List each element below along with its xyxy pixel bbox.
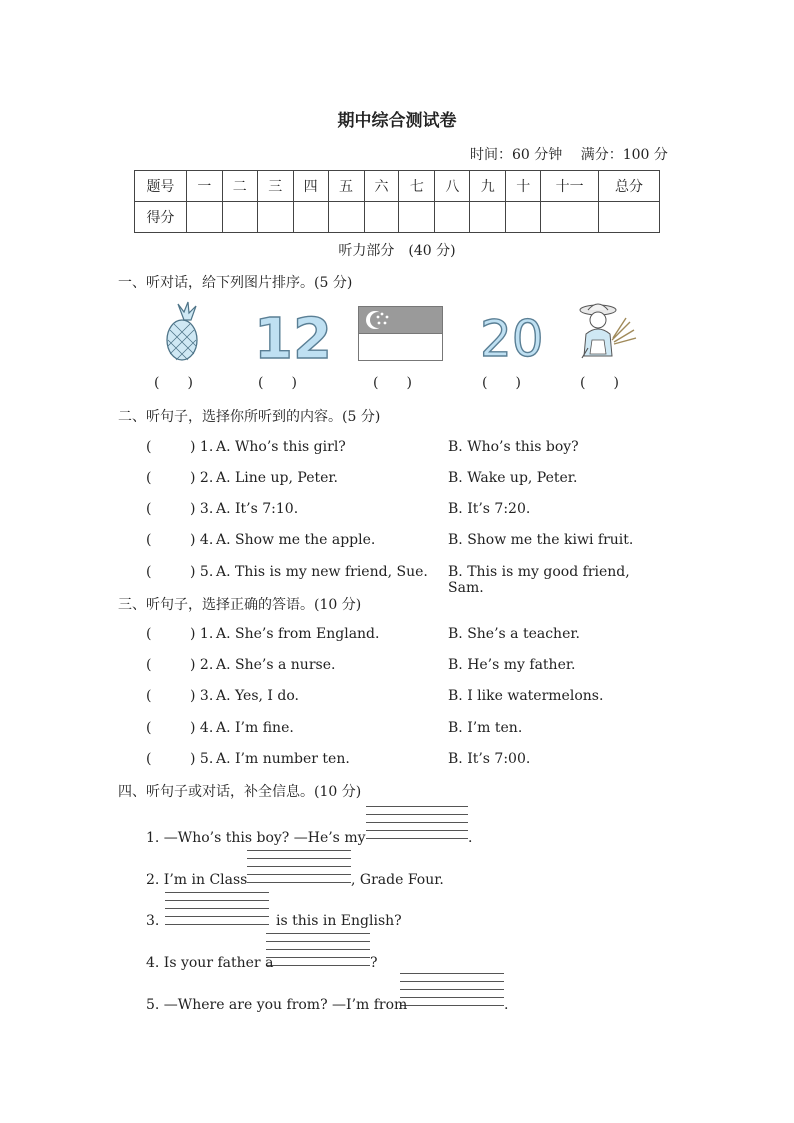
option-b: B. Wake up, Peter. (448, 470, 578, 486)
score-cell[interactable] (599, 202, 660, 233)
score-cell[interactable] (222, 202, 257, 233)
pineapple-icon (160, 300, 208, 362)
option-b: B. Who’s this boy? (448, 439, 579, 455)
question-number: ) 2. (190, 657, 214, 673)
fill-sentence-text: 2. I’m in Class (146, 872, 248, 888)
score-table-row-label: 得分 (135, 202, 187, 233)
score-col: 十一 (541, 171, 599, 202)
option-b: B. Show me the kiwi fruit. (448, 532, 634, 548)
section2-question (146, 470, 666, 490)
question-number: ) 3. (190, 501, 214, 517)
section3-question (146, 688, 666, 708)
section3-question (146, 720, 666, 740)
exam-full-score: 满分：100 分 (580, 147, 668, 163)
number-20-label: 20 (480, 310, 544, 368)
answer-blank[interactable]: ( (146, 688, 152, 704)
answer-blank[interactable]: ( (146, 470, 152, 486)
fill-sentence-end: , Grade Four. (351, 872, 444, 888)
exam-time: 时间：60 分钟 (470, 147, 563, 163)
score-cell[interactable] (399, 202, 435, 233)
score-col: 九 (470, 171, 506, 202)
number-20-icon (480, 300, 544, 368)
section3-question (146, 751, 666, 771)
question-number: ) 3. (190, 688, 214, 704)
fill-sentence-text: 4. Is your father a (146, 955, 274, 971)
fill-sentence-text: 3. (146, 913, 160, 929)
question-number: ) 5. (190, 751, 214, 767)
option-a: A. She’s from England. (216, 626, 380, 642)
score-cell[interactable] (186, 202, 222, 233)
option-a: A. I’m number ten. (216, 751, 350, 767)
score-cell[interactable] (293, 202, 328, 233)
score-col: 一 (186, 171, 222, 202)
listening-subtitle: 听力部分 (40 分) (338, 243, 456, 259)
option-a: A. I’m fine. (216, 720, 294, 736)
exam-meta (470, 144, 668, 164)
section2-heading: 二、听句子，选择你所听到的内容。(5 分) (118, 409, 381, 425)
farmer-icon (576, 300, 638, 364)
answer-blank[interactable]: ( (146, 532, 152, 548)
score-cell[interactable] (257, 202, 293, 233)
section3-heading: 三、听句子，选择正确的答语。(10 分) (118, 597, 362, 613)
number-12-label: 12 (254, 307, 332, 372)
score-cell[interactable] (328, 202, 364, 233)
order-blank-5[interactable]: ( ) (580, 375, 619, 391)
writing-lines[interactable] (366, 799, 468, 839)
option-a: A. She’s a nurse. (216, 657, 336, 673)
answer-blank[interactable]: ( (146, 720, 152, 736)
score-col: 四 (293, 171, 328, 202)
score-table-header-row (135, 171, 660, 202)
answer-blank[interactable]: ( (146, 564, 152, 580)
writing-lines[interactable] (266, 926, 370, 966)
score-cell[interactable] (541, 202, 599, 233)
option-b: B. He’s my father. (448, 657, 576, 673)
option-a: A. Line up, Peter. (216, 470, 339, 486)
fill-sentence-end: ? (370, 955, 378, 971)
page-title: 期中综合测试卷 (337, 111, 457, 131)
writing-lines[interactable] (247, 843, 351, 883)
fill-sentence-text: 5. —Where are you from? —I’m from (146, 997, 408, 1013)
answer-blank[interactable]: ( (146, 657, 152, 673)
option-b: B. This is my good friend, Sam. (448, 564, 630, 596)
fill-sentence-text: 1. —Who’s this boy? —He’s my (146, 830, 366, 846)
section2-question (146, 439, 666, 459)
option-a: A. It’s 7:10. (216, 501, 299, 517)
score-col: 五 (328, 171, 364, 202)
option-b: B. I like watermelons. (448, 688, 604, 704)
singapore-flag-icon (358, 306, 444, 362)
score-col: 八 (435, 171, 470, 202)
question-number: ) 4. (190, 532, 214, 548)
order-blank-2[interactable]: ( ) (258, 375, 297, 391)
question-number: ) 1. (190, 626, 214, 642)
score-col: 二 (222, 171, 257, 202)
fill-sentence-end: . (504, 997, 509, 1013)
section3-question (146, 657, 666, 677)
score-col-total: 总分 (599, 171, 660, 202)
order-blank-1[interactable]: ( ) (154, 375, 193, 391)
writing-lines[interactable] (400, 966, 504, 1006)
score-cell[interactable] (435, 202, 470, 233)
answer-blank[interactable]: ( (146, 501, 152, 517)
fill-sentence-end: is this in English? (276, 913, 402, 929)
option-b: B. She’s a teacher. (448, 626, 580, 642)
number-12-icon (252, 300, 332, 372)
option-b: B. I’m ten. (448, 720, 523, 736)
score-table-header-label: 题号 (135, 171, 187, 202)
question-number: ) 5. (190, 564, 214, 580)
score-col: 三 (257, 171, 293, 202)
answer-blank[interactable]: ( (146, 751, 152, 767)
score-table (134, 170, 660, 233)
picture-row (140, 300, 660, 370)
score-cell[interactable] (506, 202, 541, 233)
writing-lines[interactable] (165, 885, 269, 925)
option-a: A. This is my new friend, Sue. (216, 564, 428, 580)
question-number: ) 2. (190, 470, 214, 486)
option-b: B. It’s 7:20. (448, 501, 531, 517)
section3-question (146, 626, 666, 646)
option-a: A. Show me the apple. (216, 532, 376, 548)
section2-question (146, 564, 666, 596)
section1-heading: 一、听对话，给下列图片排序。(5 分) (118, 275, 353, 291)
score-cell[interactable] (364, 202, 399, 233)
option-a: A. Who’s this girl? (216, 439, 346, 455)
order-blank-3[interactable]: ( ) (373, 375, 412, 391)
score-col: 十 (506, 171, 541, 202)
answer-blank[interactable]: ( (146, 626, 152, 642)
section2-question (146, 532, 666, 552)
section4-heading: 四、听句子或对话，补全信息。(10 分) (118, 784, 362, 800)
question-number: ) 1. (190, 439, 214, 455)
fill-sentence-end: . (468, 830, 473, 846)
option-b: B. It’s 7:00. (448, 751, 531, 767)
order-blank-4[interactable]: ( ) (482, 375, 521, 391)
score-col: 七 (399, 171, 435, 202)
score-col: 六 (364, 171, 399, 202)
option-a: A. Yes, I do. (216, 688, 299, 704)
score-table-score-row (135, 202, 660, 233)
section2-question (146, 501, 666, 521)
answer-blank[interactable]: ( (146, 439, 152, 455)
question-number: ) 4. (190, 720, 214, 736)
score-cell[interactable] (470, 202, 506, 233)
